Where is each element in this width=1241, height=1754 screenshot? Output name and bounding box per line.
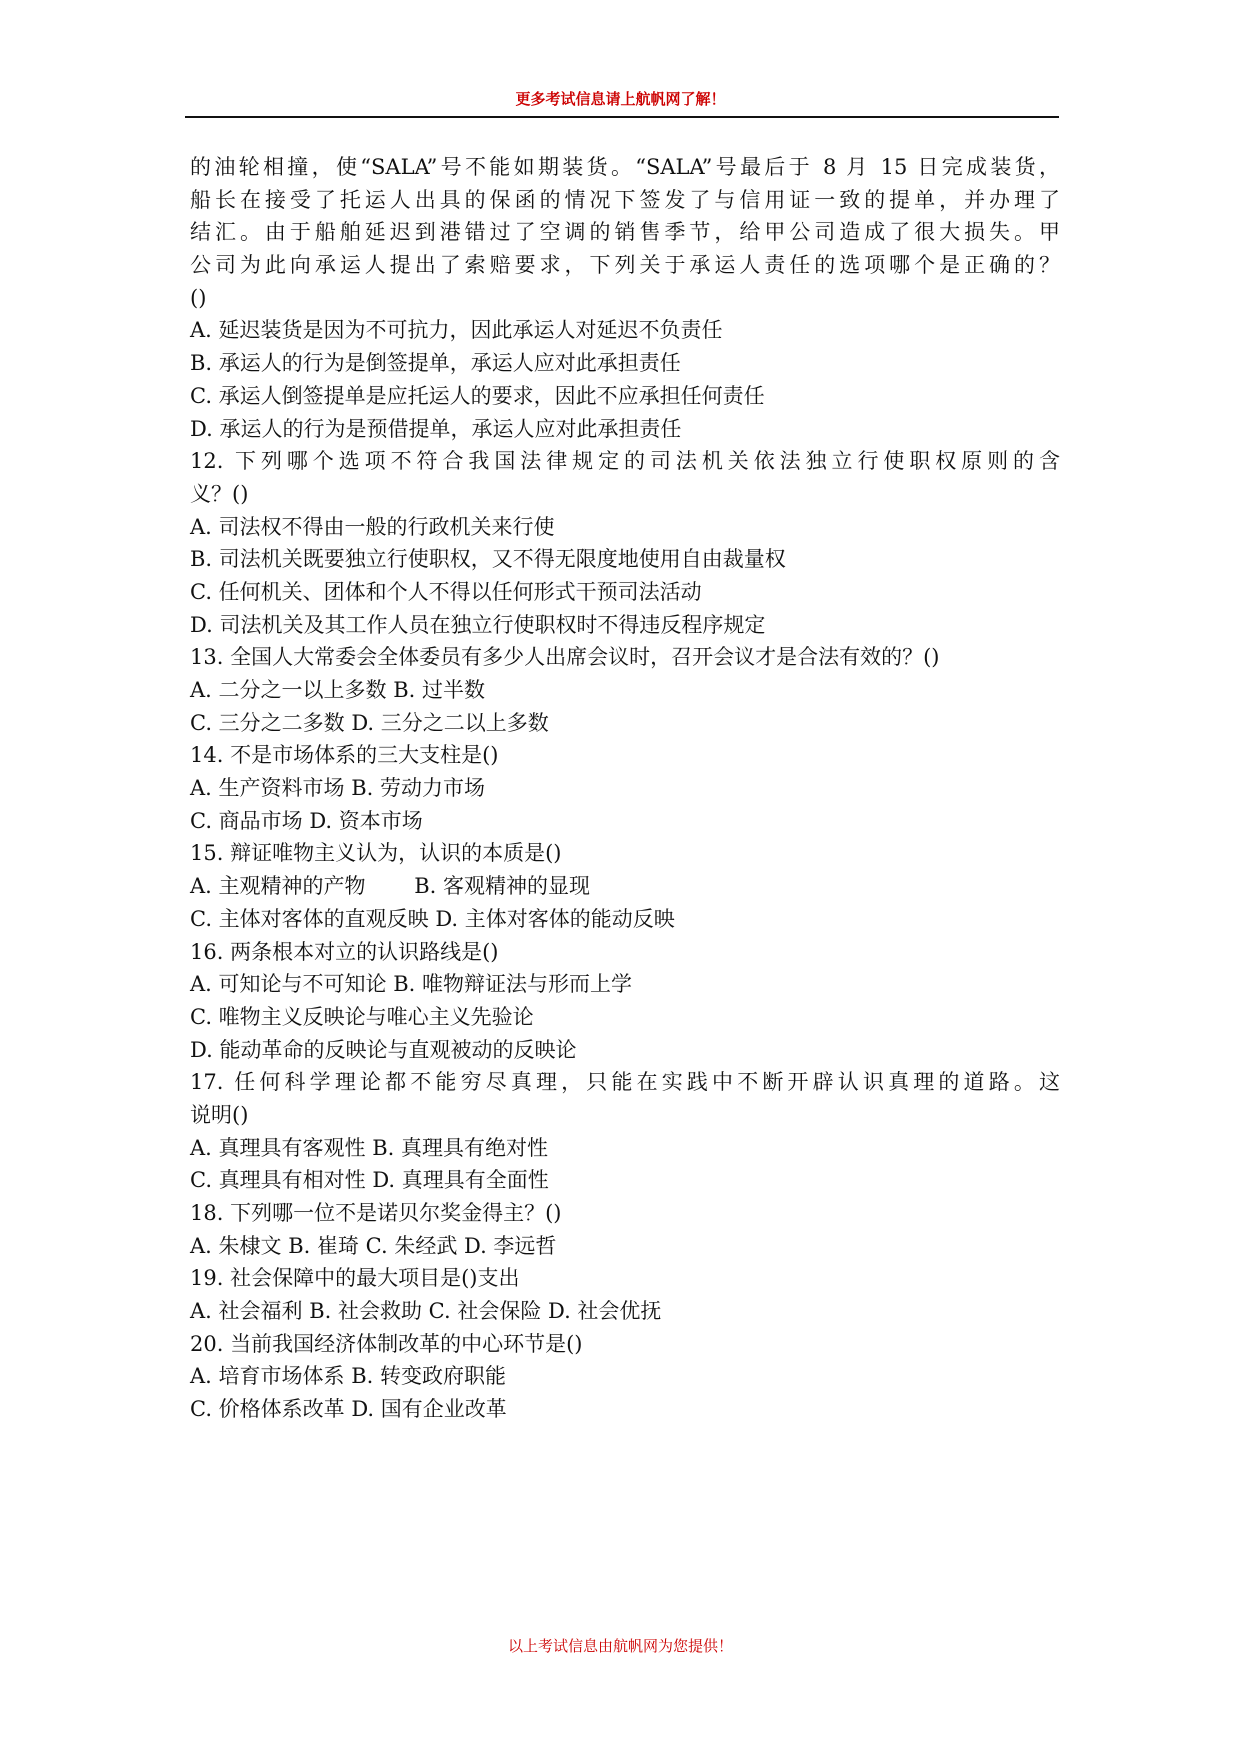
question-line: 20. 当前我国经济体制改革的中心环节是(): [190, 1331, 583, 1356]
answer-option: A. 二分之一以上多数 B. 过半数: [190, 678, 485, 702]
question-line: 17. 任何科学理论都不能穷尽真理，只能在实践中不断开辟认识真理的道路。这: [190, 1070, 1060, 1095]
question-line: 18. 下列哪一位不是诺贝尔奖金得主？(): [190, 1201, 562, 1225]
question-line: 说明(): [190, 1102, 249, 1127]
answer-option: A. 可知论与不可知论 B. 唯物辩证法与形而上学: [190, 972, 632, 997]
page-footer: 以上考试信息由航帆网为您提供！: [507, 1637, 733, 1655]
question-line: 13. 全国人大常委会全体委员有多少人出席会议时，召开会议才是合法有效的？(): [190, 645, 940, 670]
text-line: 船长在接受了托运人出具的保函的情况下签发了与信用证一致的提单，并办理了: [190, 187, 1060, 212]
answer-option: A. 生产资料市场 B. 劳动力市场: [190, 776, 485, 801]
text-line: 公司为此向承运人提出了索赔要求，下列关于承运人责任的选项哪个是正确的？: [190, 253, 1060, 278]
answer-option: C. 唯物主义反映论与唯心主义先验论: [190, 1004, 534, 1029]
text-line: (): [190, 285, 207, 310]
question-line: 15. 辩证唯物主义认为，认识的本质是(): [190, 841, 562, 866]
answer-option: A. 司法权不得由一般的行政机关来行使: [190, 514, 555, 539]
answer-option: C. 承运人倒签提单是应托运人的要求，因此不应承担任何责任: [190, 383, 765, 408]
answer-option: C. 主体对客体的直观反映 D. 主体对客体的能动反映: [190, 906, 675, 931]
header-divider: [185, 116, 1059, 118]
answer-option: C. 价格体系改革 D. 国有企业改革: [190, 1397, 507, 1422]
answer-option: B. 司法机关既要独立行使职权，又不得无限度地使用自由裁量权: [190, 547, 786, 572]
question-line: 16. 两条根本对立的认识路线是(): [190, 939, 499, 964]
page-header: 更多考试信息请上航帆网了解！: [515, 90, 726, 108]
answer-option: C. 任何机关、团体和个人不得以任何形式干预司法活动: [190, 579, 702, 604]
answer-option: C. 三分之二多数 D. 三分之二以上多数: [190, 710, 549, 735]
text-line: 的油轮相撞，使“SALA”号不能如期装货。“SALA”号最后于 8 月 15 日完成装货，: [190, 155, 1060, 179]
answer-option: A. 社会福利 B. 社会救助 C. 社会保险 D. 社会优抚: [190, 1299, 662, 1324]
answer-option: D. 司法机关及其工作人员在独立行使职权时不得违反程序规定: [190, 612, 766, 637]
question-line: 义？(): [190, 481, 249, 506]
answer-option: A. 培育市场体系 B. 转变政府职能: [190, 1364, 506, 1389]
question-line: 19. 社会保障中的最大项目是()支出: [190, 1266, 520, 1291]
answer-option: A. 主观精神的产物 B. 客观精神的显现: [190, 874, 590, 899]
document-body: [190, 151, 1060, 1426]
answer-option: A. 延迟装货是因为不可抗力，因此承运人对延迟不负责任: [190, 318, 723, 343]
question-line: 14. 不是市场体系的三大支柱是(): [190, 743, 499, 768]
question-line: 12. 下列哪个选项不符合我国法律规定的司法机关依法独立行使职权原则的含: [190, 449, 1060, 474]
answer-option: A. 朱棣文 B. 崔琦 C. 朱经武 D. 李远哲: [190, 1233, 557, 1258]
answer-option: A. 真理具有客观性 B. 真理具有绝对性: [190, 1135, 548, 1160]
text-line: 结汇。由于船舶延迟到港错过了空调的销售季节，给甲公司造成了很大损失。甲: [190, 220, 1060, 245]
answer-option: D. 承运人的行为是预借提单，承运人应对此承担责任: [190, 416, 682, 441]
answer-option: C. 真理具有相对性 D. 真理具有全面性: [190, 1168, 549, 1193]
answer-option: B. 承运人的行为是倒签提单，承运人应对此承担责任: [190, 351, 681, 376]
answer-option: C. 商品市场 D. 资本市场: [190, 808, 423, 833]
answer-option: D. 能动革命的反映论与直观被动的反映论: [190, 1037, 577, 1062]
